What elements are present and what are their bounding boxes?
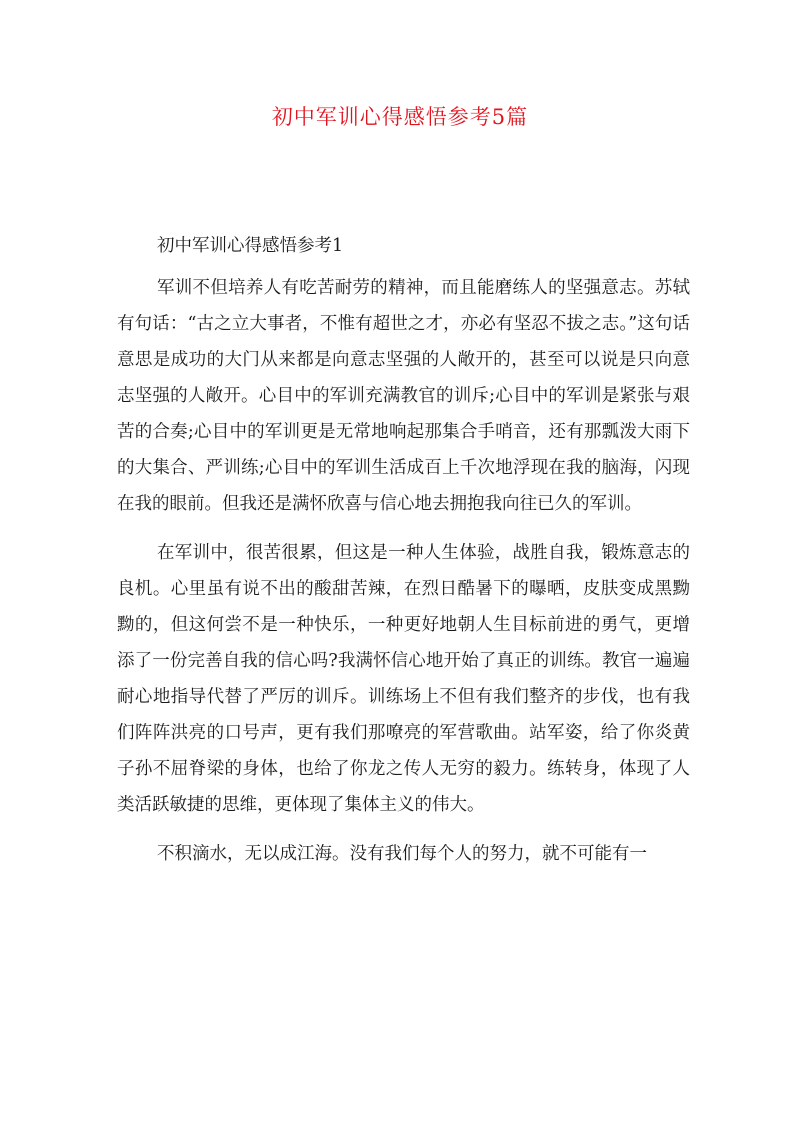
document-title: 初中军训心得感悟参考5篇: [271, 105, 529, 129]
document-body: [117, 228, 690, 872]
paragraph-1: 军训不但培养人有吃苦耐劳的精神，而且能磨练人的坚强意志。苏轼有句话：“古之立大事者，不惟有超世之才，亦必有坚忍不拔之志。”这句话意思是成功的大门从来都是向意志坚强的人敞开的，甚至可以说是只向意志坚强的人敞开。心目中的军训充满教官的训斥;心目中的军训是紧张与艰苦的合奏;心目中的军训更是无常地响起那集合手哨音，还有那瓢泼大雨下的大集合、严训练;心目中的军训生活成百上千次地浮现在我的脑海，闪现在我的眼前。但我还是满怀欣喜与信心地去拥抱我向往已久的军训。: [117, 278, 690, 514]
paragraph-2: 在军训中，很苦很累，但这是一种人生体验，战胜自我，锻炼意志的良机。心里虽有说不出的酸甜苦辣，在烈日酷暑下的曝晒，皮肤变成黑黝黝的，但这何尝不是一种快乐，一种更好地朝人生目标前进的勇气，更增添了一份完善自我的信心吗?我满怀信心地开始了真正的训练。教官一遍遍耐心地指导代替了严厉的训斥。训练场上不但有我们整齐的步伐，也有我们阵阵洪亮的口号声，更有我们那嘹亮的军营歌曲。站军姿，给了你炎黄子孙不屈脊梁的身体，也给了你龙之传人无穷的毅力。练转身，体现了人类活跃敏捷的思维，更体现了集体主义的伟大。: [117, 543, 690, 815]
section-heading: 初中军训心得感悟参考1: [157, 236, 344, 256]
paragraph-3: 不积滴水，无以成江海。没有我们每个人的努力，就不可能有一: [157, 844, 647, 864]
